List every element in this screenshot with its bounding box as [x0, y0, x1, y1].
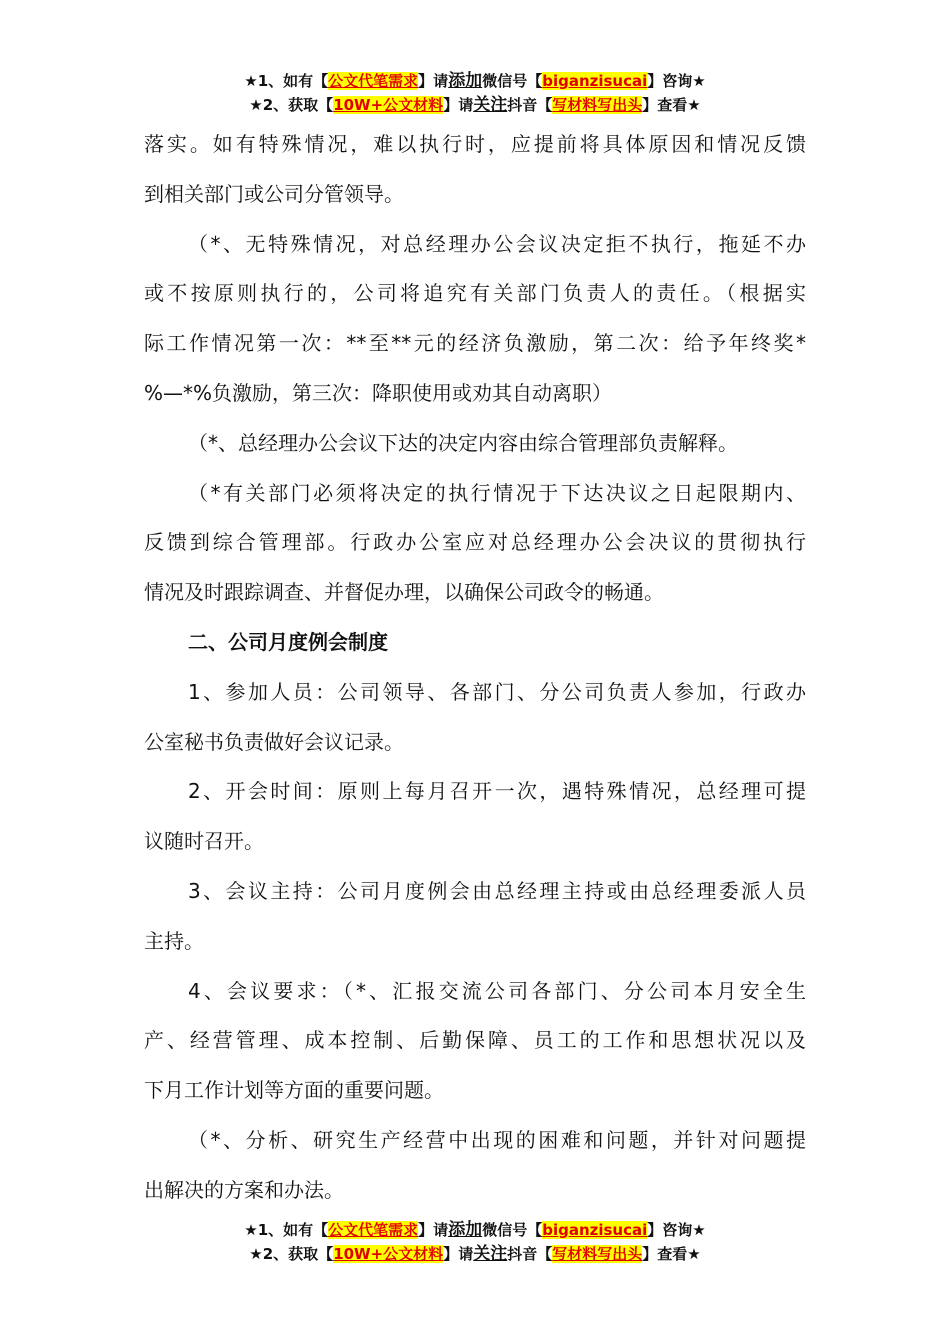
text-line: 二、公司月度例会制度 — [188, 629, 388, 654]
promo-underline: 关注 — [473, 95, 508, 115]
promo-text: 抖音【 — [507, 96, 553, 114]
text-line: 2、开会时间：原则上每月召开一次，遇特殊情况，总经理可提 — [188, 779, 806, 804]
paragraph — [144, 120, 806, 220]
text-line: 际工作情况第一次：**至**元的经济负激励，第二次：给予年终奖* — [144, 331, 806, 356]
promo-text: 】咨询★ — [647, 72, 706, 90]
promo-text: 】请 — [418, 72, 449, 90]
promo-highlight: 写材料写出头 — [552, 96, 643, 114]
promo-highlight: 写材料写出头 — [552, 1245, 643, 1263]
promo-highlight: 公文代笔需求 — [328, 1221, 419, 1239]
text-line: 议随时召开。 — [144, 829, 264, 854]
section-heading — [144, 618, 806, 668]
promo-text: ★1、如有【 — [244, 1221, 329, 1239]
text-line: 3、会议主持：公司月度例会由总经理主持或由总经理委派人员 — [188, 878, 806, 903]
paragraph — [144, 767, 806, 867]
promo-underline: 添加 — [448, 1220, 483, 1240]
paragraph — [144, 867, 806, 967]
promo-text: 】请 — [443, 1245, 474, 1263]
text-line: 或不按原则执行的，公司将追究有关部门负责人的责任。（根据实 — [144, 281, 806, 306]
text-line: 落实。如有特殊情况，难以执行时，应提前将具体原因和情况反馈 — [144, 132, 806, 156]
promo-footer-line-1 — [0, 1218, 950, 1242]
text-line: %—*%负激励，第三次：降职使用或劝其自动离职） — [144, 380, 613, 405]
promo-highlight: biganzisucai — [542, 72, 648, 90]
text-line: 产、经营管理、成本控制、后勤保障、员工的工作和思想状况以及 — [144, 1028, 806, 1053]
promo-underline: 添加 — [448, 71, 483, 91]
paragraph — [144, 668, 806, 768]
promo-highlight: 10W+公文材料 — [333, 96, 444, 114]
paragraph — [144, 469, 806, 618]
text-line: 主持。 — [144, 928, 204, 953]
text-line: （*、分析、研究生产经营中出现的困难和问题，并针对问题提 — [188, 1127, 806, 1152]
text-line: （*、总经理办公会议下达的决定内容由综合管理部负责解释。 — [188, 430, 738, 455]
promo-text: ★2、获取【 — [249, 1245, 334, 1263]
text-line: （*有关部门必须将决定的执行情况于下达决议之日起限期内、 — [188, 480, 806, 505]
promo-text: 】查看★ — [642, 1245, 701, 1263]
text-line: （*、无特殊情况，对总经理办公会议决定拒不执行，拖延不办 — [188, 231, 806, 256]
promo-highlight: 公文代笔需求 — [328, 72, 419, 90]
promo-header-line-1 — [0, 69, 950, 93]
promo-text: 】查看★ — [642, 96, 701, 114]
text-line: 公室秘书负责做好会议记录。 — [144, 729, 404, 754]
text-line: 出解决的方案和办法。 — [144, 1177, 344, 1202]
promo-text: 抖音【 — [507, 1245, 553, 1263]
promo-text: 】咨询★ — [647, 1221, 706, 1239]
promo-underline: 关注 — [473, 1244, 508, 1264]
paragraph — [144, 967, 806, 1116]
promo-text: ★2、获取【 — [249, 96, 334, 114]
promo-highlight: biganzisucai — [542, 1221, 648, 1239]
promo-text: 微信号【 — [482, 1221, 543, 1239]
text-line: 到相关部门或公司分管领导。 — [144, 181, 404, 206]
text-line: 4、会议要求：（*、汇报交流公司各部门、分公司本月安全生 — [188, 978, 806, 1003]
promo-text: ★1、如有【 — [244, 72, 329, 90]
text-line: 反馈到综合管理部。行政办公室应对总经理办公会决议的贯彻执行 — [144, 530, 806, 555]
document-body — [144, 120, 806, 1216]
paragraph — [144, 220, 806, 419]
text-line: 下月工作计划等方面的重要问题。 — [144, 1078, 444, 1103]
promo-text: 】请 — [418, 1221, 449, 1239]
paragraph — [144, 1116, 806, 1216]
text-line: 1、参加人员：公司领导、各部门、分公司负责人参加，行政办 — [188, 679, 806, 704]
paragraph — [144, 419, 806, 469]
promo-header-line-2 — [0, 93, 950, 117]
promo-text: 】请 — [443, 96, 474, 114]
text-line: 情况及时跟踪调查、并督促办理，以确保公司政令的畅通。 — [144, 580, 664, 605]
promo-footer-line-2 — [0, 1242, 950, 1266]
promo-text: 微信号【 — [482, 72, 543, 90]
promo-highlight: 10W+公文材料 — [333, 1245, 444, 1263]
